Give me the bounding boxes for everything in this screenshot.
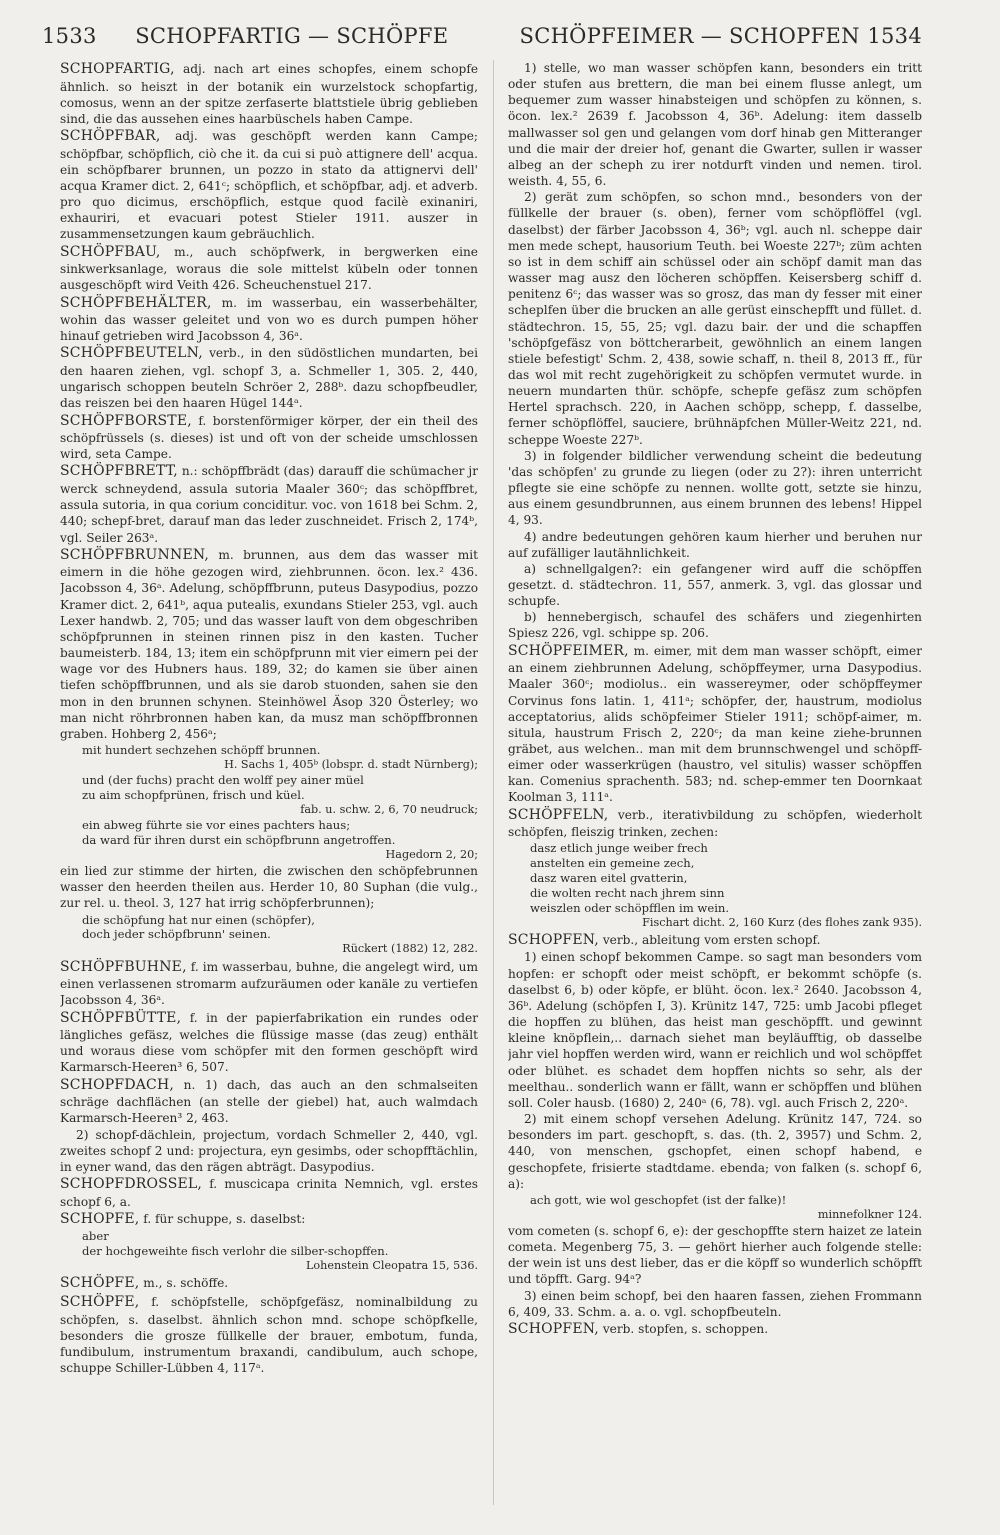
dictionary-entry (508, 931, 922, 950)
quotation-line: dasz etlich junge weiber frech (530, 841, 708, 856)
entry-headword: SCHOPFARTIG, (60, 61, 175, 77)
right-column (508, 60, 922, 1510)
entry-definition: m., s. schöffe. (143, 1276, 229, 1291)
dictionary-entry (60, 1274, 478, 1293)
entry-headword: SCHÖPFE, (60, 1293, 140, 1310)
quotation-block (530, 841, 922, 929)
entry-headword: SCHÖPFELN, (508, 806, 609, 823)
quotation-line: ach gott, wie wol geschopfet (ist der falke)! (530, 1192, 787, 1207)
quotation-line: die wolten recht nach jhrem sinn (530, 885, 725, 900)
entry-headword: SCHOPFE, (60, 1210, 140, 1227)
entry-definition: f. für schuppe, s. daselbst: (143, 1211, 306, 1226)
quotation-source: H. Sachs 1, 405ᵇ (lobspr. d. stadt Nürnberg); (224, 757, 478, 771)
entry-headword: SCHOPFEN, (508, 1320, 599, 1337)
left-column (60, 60, 478, 1510)
quotation-source: Fischart dicht. 2, 160 Kurz (des flohes zank 935). (642, 915, 922, 929)
quotation-line: anstelten ein gemeine zech, (530, 856, 695, 871)
quotation-line: und (der fuchs) pracht den wolff pey ainer müel (82, 773, 364, 788)
sense-paragraph: 4) andre bedeutungen gehören kaum hierher und beruhen nur auf zufälliger lautähnlichkeit. (508, 529, 922, 560)
dictionary-entry (60, 958, 478, 1009)
entry-definition: verb. stopfen, s. schoppen. (602, 1321, 769, 1336)
entry-headword: SCHÖPFBAU, (60, 243, 161, 260)
sense-paragraph: 3) in folgender bildlicher verwendung scheint die bedeutung 'das schöpfen' zu grunde zu liegen (oder zu 2?): ihren unterricht pflegte sie eine schöpfe zu nennen. wollte gott, setzte sie hinzu, aus einem gesundbrunnen, aus einem brunnen des lebens! Hippel 4, 93. (508, 448, 922, 528)
quotation-block (82, 913, 478, 957)
entry-definition: n. 1) dach, das auch an den schmalseiten schräge dachflächen (an stelle der giebel) hat, auch walmdach Karmarsch-Heeren³ 2, 463. (60, 1077, 478, 1126)
continuation-text: vom cometen (s. schopf 6, e): der geschopffte stern haizet ze latein cometa. Megenberg 75, 3. — gehört hierher auch folgende stelle: der wein ist uns dest lieber, das er die köpff so wunderlich schöpfft und töpfft. Garg. 94ᵃ? (508, 1223, 922, 1287)
left-page-header (42, 24, 487, 56)
entry-definition: m. eimer, mit dem man wasser schöpft, eimer an einem ziehbrunnen Adelung, schöpffeymer, urna Dasypodius. Maaler 360ᶜ; modiolus.. ein wassereymer, oder schöpffeymer Corvinus fons latin. 1, 411ᵃ; schöpfer, der, haustrum, modiolus acceptatorius, alids schöpfeimer Stieler 1911; schöpf-aimer, m. situla, haustrum Frisch 2, 220ᶜ; da man keine ziehe-brunnen gräbet, aus welchen.. man mit dem brunnschwengel und schöpff-eimer oder wasserkrügen (haustro, vel situlis) wasser schöpffen kan. Comenius sprachenth. 583; nd. schep-emmer ten Doornkaat Koolman 3, 111ᵃ. (508, 643, 922, 805)
dictionary-entry (60, 412, 478, 463)
right-page-header (512, 24, 922, 56)
sense-paragraph: 2) gerät zum schöpfen, so schon mnd., besonders von der füllkelle der brauer (s. oben), ferner vom schöpflöffel (vgl. daselbst) der färber Jacobsson 4, 36ᵇ; vgl. auch nl. scheppe dair men mede schept, hausorium Teuth. bei Woeste 227ᵇ; züm achten so ist in dem schiff ain schüssel oder ain schöpf damit man das wasser mag ausz den löcheren schöpffen. Keisersberg schiff d. penitenz 6ᶜ; das wasser was so grosz, das man dy fesser mit einer scheplfen über die brucken an alle gerüst einschepfft und füllet. d. städtechron. 15, 55, 25; vgl. dazu bair. der und die schapffen 'schöpfgefäsz von böttcherarbeit, gewöhnlich an einem langen stiele befestigt' Schm. 2, 438, sowie schaff, n. theil 8, 2013 ff., für das wol mit recht zugehörigkeit zu schöpfen vermutet wurde. in neuern mundarten thür. schöpfe, schepfe gefäsz zum schöpfen Hertel sprachsch. 220, in Aachen schöpp, schepp, f. dasselbe, ferner schöpflöffel, sauciere, brühnäpfchen Müller-Weitz 221, nd. scheppe Woeste 227ᵇ. (508, 190, 922, 447)
dictionary-entry (60, 546, 478, 742)
dictionary-entry (60, 1076, 478, 1127)
entry-definition: f. in der papierfabrikation ein rundes oder längliches gefäsz, welches die flüssige masse (das zeug) enthält und woraus diese vom schöpfer mit den formen geschöpft wird Karmarsch-Heeren³ 6, 507. (60, 1010, 478, 1075)
entry-headword: SCHOPFDACH, (60, 1076, 175, 1093)
entry-headword: SCHÖPFBORSTE, (60, 412, 192, 429)
sense-paragraph: b) hennebergisch, schaufel des schäfers und ziegenhirten Spiesz 226, vgl. schippe sp. 206. (508, 610, 922, 641)
entry-headword: SCHÖPFBEUTELN, (60, 345, 203, 362)
dictionary-entry (60, 60, 478, 127)
continuation-text: ein lied zur stimme der hirten, die zwischen den schöpfebrunnen wasser den heerden theilen aus. Herder 10, 80 Suphan (die vulg., zur rel. u. theol. 3, 127 hat irrig schöpferbrunnen); (60, 864, 478, 911)
quotation-block (82, 1229, 478, 1273)
quotation-line: die schöpfung hat nur einen (schöpfer), (82, 912, 315, 927)
dictionary-entry (60, 243, 478, 294)
dictionary-entry (60, 462, 478, 545)
dictionary-entry (60, 1210, 478, 1229)
dictionary-entry (60, 127, 478, 243)
entry-definition: m. im wasserbau, ein wasserbehälter, wohin das wasser geleitet und von wo es durch pumpen höher hinauf getrieben wird Jacobsson 4, 36ᵃ. (60, 295, 478, 344)
dictionary-entry (60, 1009, 478, 1076)
right-page-number: 1534 (867, 24, 922, 48)
quotation-line: der hochgeweihte fisch verlohr die silber-schopffen. (82, 1244, 389, 1259)
right-running-head: SCHÖPFEIMER — SCHOPFEN (519, 24, 860, 48)
sense-paragraph: 2) mit einem schopf versehen Adelung. Krünitz 147, 724. so besonders im part. geschopft, s. das. (th. 2, 3957) und Schm. 2, 440, von menschen, gschopfet, einen schopf habend, e geschopfete, frisierte stadtdame. ebenda; von falken (s. schopf 6, a): (508, 1112, 922, 1191)
entry-headword: SCHÖPFE, (60, 1275, 140, 1292)
entry-headword: SCHÖPFBRUNNEN, (60, 546, 210, 563)
quotation-line: zu aim schopfprünen, frisch und küel. (82, 788, 305, 803)
quotation-source: fab. u. schw. 2, 6, 70 neudruck; (300, 802, 478, 816)
entry-definition: m., auch schöpfwerk, in bergwerken eine sinkwerksanlage, woraus die sole mittelst kübeln oder tonnen ausgeschöpft wird Veith 426. Scheuchenstuel 217. (60, 244, 478, 293)
left-page-number: 1533 (42, 24, 97, 48)
entry-definition: adj. nach art eines schopfes, einem schopfe ähnlich. so heiszt in der botanik ein wurzelstock schopfartig, comosus, wenn an der spitze zerfaserte blattstiele übrig geblieben sind, die das aussehen eines haarbüschels haben Campe. (60, 62, 478, 126)
quotation-source: Rückert (1882) 12, 282. (342, 942, 478, 956)
column-divider (493, 60, 494, 1505)
quotation-source: Hagedorn 2, 20; (385, 847, 478, 861)
quotation-block (82, 743, 478, 772)
dictionary-entry (508, 642, 922, 806)
quotation-block (530, 1193, 922, 1222)
entry-definition: f. schöpfstelle, schöpfgefäsz, nominalbildung zu schöpfen, s. daselbst. ähnlich schon mnd. schope schöpfkelle, besonders die grosze füllkelle der brauer, embotum, funda, fundibulum, instrumentum braxandi, candibulum, auch schope, schuppe Schiller-Lübben 4, 117ᵃ. (60, 1294, 478, 1376)
quotation-line: da ward für ihren durst ein schöpfbrunn angetroffen. (82, 833, 396, 847)
entry-headword: SCHOPFEN, (508, 931, 599, 948)
quotation-source: minnefolkner 124. (817, 1207, 922, 1221)
quotation-line: aber (82, 1229, 109, 1244)
dictionary-entry (60, 1293, 478, 1376)
entry-definition: m. brunnen, aus dem das wasser mit eimern in die höhe gezogen wird, ziehbrunnen. öcon. lex.² 436. Jacobsson 4, 36ᵃ. Adelung, schöpffbrunn, puteus Dasypodius, pozzo Kramer dict. 2, 641ᵇ, aqua putealis, exundans Stieler 253, vgl. auch Lexer handwb. 2, 705; und das wasser lauft von dem obgeschriben schöpfprunnen in steinen rinnen pisz in den kasten. Tucher baumeisterb. 184, 13; item ein schöpfprunn mit vier eimern pei der wage vor des Hubners haus. 189, 32; do kamen sie über ainen tiefen schöpffbrunnen, und als sie darob stuonden, sahen sie den mon in den brunnen schynen. Steinhöwel Äsop 320 Österley; wo man nicht röhrbronnen haben kan, da musz man schöpffbronnen graben. Hohberg 2, 456ᵃ; (60, 547, 478, 741)
quotation-line: weiszlen oder schöpfflen im wein. (530, 900, 730, 915)
entry-definition: verb., in den südöstlichen mundarten, bei den haaren ziehen, vgl. schopf 3, a. Schmeller 1, 305. 2, 440, ungarisch schoppen beuteln Schröer 2, 288ᵇ. dazu schopfbeudler, das reiszen bei den haaren Hügel 144ᵃ. (60, 346, 478, 411)
entry-definition: verb., ableitung vom ersten schopf. (602, 932, 821, 947)
entry-headword: SCHÖPFBAR, (60, 128, 161, 145)
sense-paragraph: a) schnellgalgen?: ein gefangener wird auff die schöpffen gesetzt. d. städtechron. 11, 557, anmerk. 3, vgl. das glossar und schupfe. (508, 561, 922, 609)
dictionary-entry (60, 294, 478, 345)
dictionary-entry (508, 1320, 922, 1339)
entry-headword: SCHÖPFBEHÄLTER, (60, 294, 212, 311)
quotation-block (82, 818, 478, 862)
quotation-block (82, 773, 478, 817)
entry-definition: f. borstenförmiger körper, der ein theil des schöpfrüssels (s. dieses) ist und oft von der scheide umschlossen wird, seta Campe. (60, 413, 478, 462)
sense-paragraph: 3) einen beim schopf, bei den haaren fassen, ziehen Frommann 6, 409, 33. Schm. a. a. o. vgl. schopfbeuteln. (508, 1288, 922, 1319)
entry-headword: SCHÖPFBUHNE, (60, 958, 187, 975)
entry-headword: SCHÖPFEIMER, (508, 642, 629, 659)
entry-definition: f. muscicapa crinita Nemnich, vgl. erstes schopf 6, a. (60, 1177, 478, 1209)
entry-headword: SCHÖPFBÜTTE, (60, 1009, 182, 1026)
entry-definition: f. im wasserbau, buhne, die angelegt wird, um einen verlassenen stromarm aufzuräumen oder kanäle zu vertiefen Jacobsson 4, 36ᵃ. (60, 959, 478, 1008)
quotation-line: ein abweg führte sie vor eines pachters haus; (82, 818, 351, 833)
dictionary-entry (60, 1175, 478, 1210)
quotation-line: mit hundert sechzehen schöpff brunnen. (82, 743, 321, 758)
sense-paragraph: 2) schopf-dächlein, projectum, vordach Schmeller 2, 440, vgl. zweites schopf 2 und: projectura, eyn gesimbs, oder schopfftächlin, in eyner wand, das den rägen abträgt. Dasypodius. (60, 1127, 478, 1174)
entry-headword: SCHOPFDROSSEL, (60, 1176, 203, 1192)
quotation-line: doch jeder schöpfbrunn' seinen. (82, 927, 271, 942)
entry-headword: SCHÖPFBRETT, (60, 463, 178, 480)
dictionary-entry (508, 806, 922, 841)
sense-paragraph: 1) einen schopf bekommen Campe. so sagt man besonders vom hopfen: er schopft oder meist schöpft, er bekommt schöpfe (s. daselbst 6, b) oder köpfe, er blüht. öcon. lex.² 2640. Jacobsson 4, 36ᵇ. Adelung (schöpfen I, 3). Krünitz 147, 725: umb Jacobi pfleget die hopffen zu blühen, das heist man geschöpfft. und gewinnt kleine knöpflein,.. darnach siehet man beyläufftig, ob dasselbe jahr viel hopffen werden wird, wann er reichlich und wol schöpffet oder blühet. es schadet dem hopffen nichts so sehr, als der meelthau.. sonderlich wann er fällt, wann er schöpffen und blühen soll. Coler hausb. (1680) 2, 240ᵃ (6, 78). vgl. auch Frisch 2, 220ᵃ. (508, 950, 922, 1110)
sense-paragraph: 1) stelle, wo man wasser schöpfen kann, besonders ein tritt oder stufen aus brettern, die man bei einem flusse anlegt, um bequemer zum wasser hinabsteigen und schöpfen zu können, s. öcon. lex.² 2639 f. Jacobsson 4, 36ᵇ. Adelung: item dasselb mallwasser sol gen und gelangen vom dorf hinab gen Mitteranger und die mair der dreier hof, genant die Gwarter, sullen ir wasser albeg an der scheph zu irer notdurft vinden und nemen. tirol. weisth. 4, 55, 6. (508, 61, 922, 189)
quotation-source: Lohenstein Cleopatra 15, 536. (305, 1259, 478, 1273)
entry-definition: adj. was geschöpft werden kann Campe; schöpfbar, schöpflich, ciò che it. da cui si può attignere dell' acqua. ein schöpfbarer brunnen, un pozzo in stato da attignervi dell' acqua Kramer dict. 2, 641ᶜ; schöpflich, et schöpfbar, adj. et adverb. pro quo dicimus, erschöpflich, estque quod facilè exinaniri, exhauriri, et evacuari potest Stieler 1911. auszer in zusammensetzungen kaum gebräuchlich. (60, 129, 478, 242)
left-running-head: SCHOPFARTIG — SCHÖPFE (135, 24, 449, 48)
entry-definition: n.: schöpffbrädt (das) darauff die schümacher jr werck schneydend, assula sutoria Maaler 360ᶜ; das schöpffbret, assula sutoria, in qua corium conciditur. voc. von 1618 bei Schm. 2, 440; schepf-bret, darauf man das leder zuschneidet. Frisch 2, 174ᵇ, vgl. Seiler 263ᵃ. (60, 464, 478, 545)
dictionary-entry (60, 344, 478, 411)
quotation-line: dasz waren eitel gvatterin, (530, 871, 688, 886)
entry-definition: verb., iterativbildung zu schöpfen, wiederholt schöpfen, fleiszig trinken, zechen: (508, 807, 922, 840)
